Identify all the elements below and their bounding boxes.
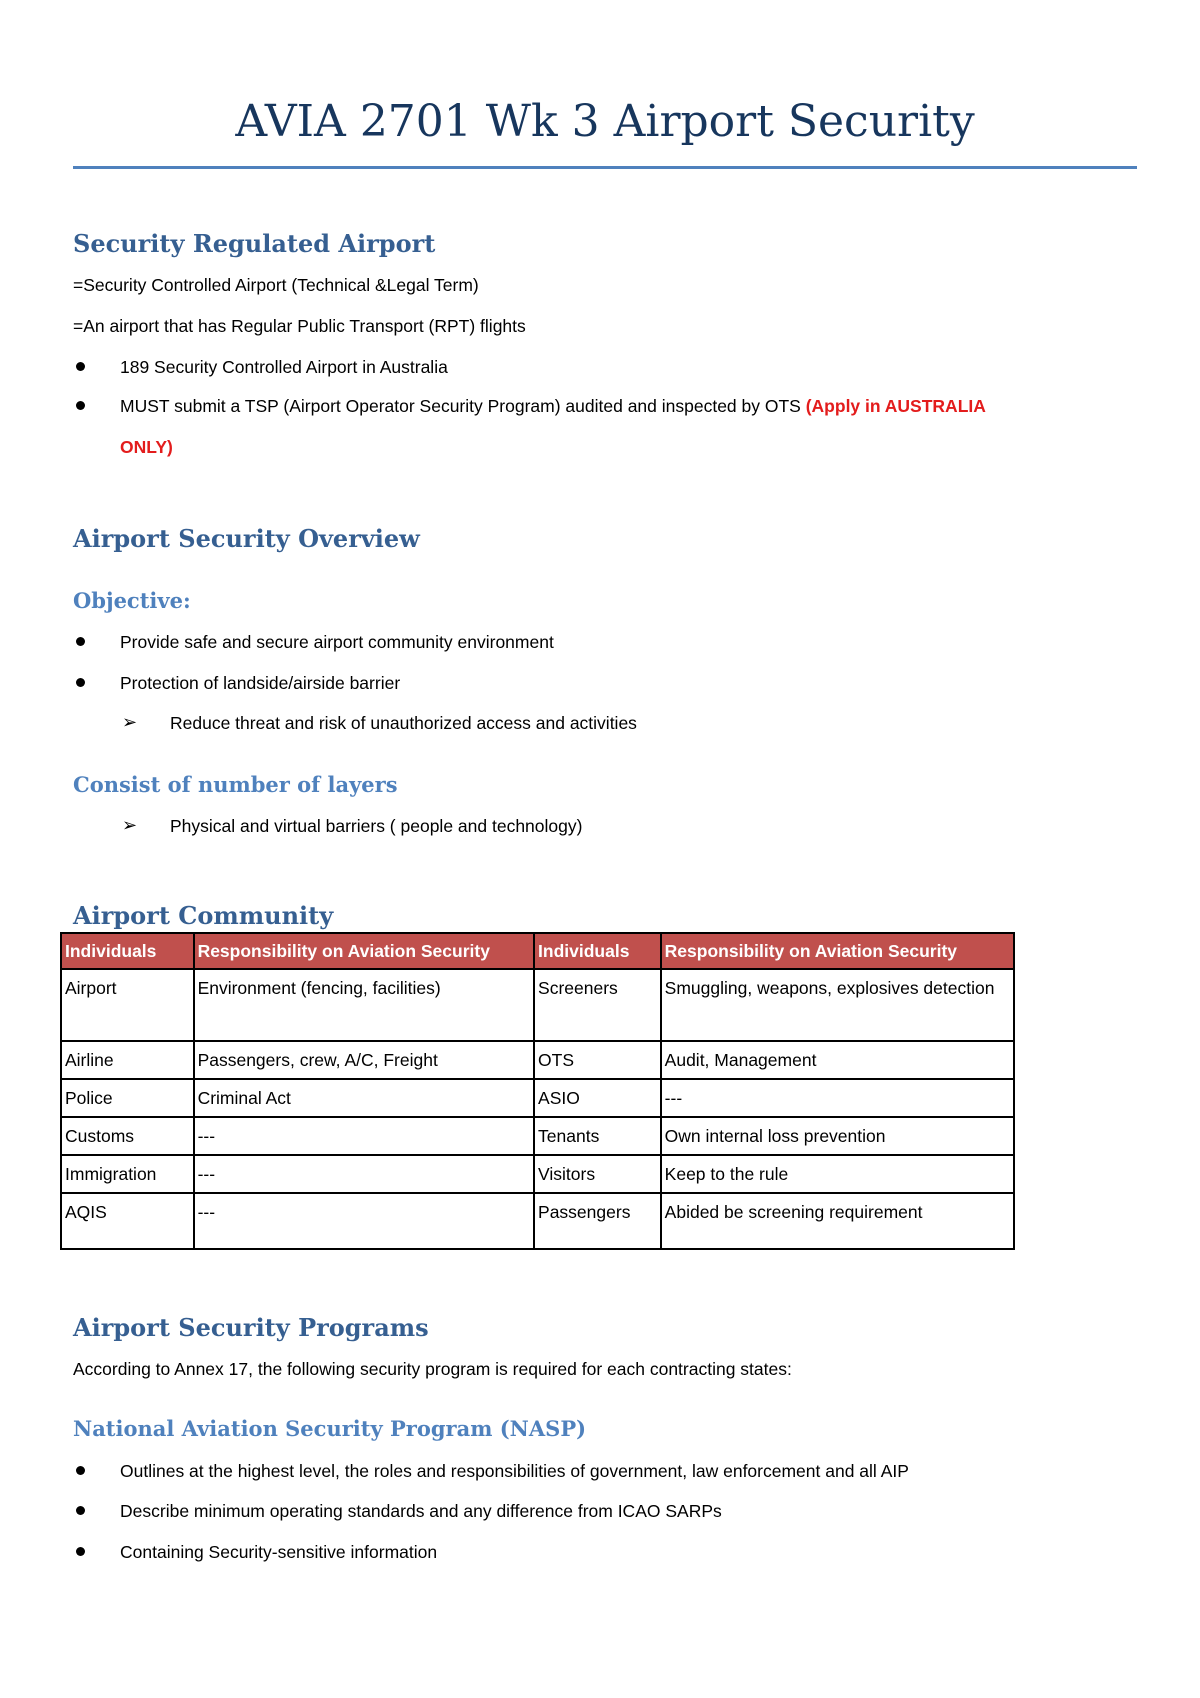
heading-security-regulated-airport: Security Regulated Airport — [73, 229, 436, 258]
sub-list-item-text: Reduce threat and risk of unauthorized access and activities — [170, 713, 637, 733]
bullet-icon — [76, 1466, 85, 1475]
table-row — [61, 1193, 1014, 1249]
table-cell: Abided be screening requirement — [661, 1193, 1014, 1249]
bullet-icon — [76, 362, 85, 371]
column-header: Individuals — [61, 933, 194, 969]
table-cell: Screeners — [534, 969, 661, 1041]
table-cell: Immigration — [61, 1155, 194, 1193]
bullet-icon — [76, 1547, 85, 1556]
heading-airport-community: Airport Community — [73, 901, 334, 930]
bullet-icon — [76, 637, 85, 646]
arrow-bullet-icon: ➢ — [122, 815, 138, 835]
definition-line-1: =Security Controlled Airport (Technical &Legal Term) — [73, 275, 479, 295]
sub-list-item-text: Physical and virtual barriers ( people and technology) — [170, 816, 583, 836]
column-header: Individuals — [534, 933, 661, 969]
list-item-text: Protection of landside/airside barrier — [120, 673, 401, 693]
table-cell: AQIS — [61, 1193, 194, 1249]
red-note: (Apply in AUSTRALIA — [805, 396, 986, 416]
list-item-text: Containing Security-sensitive information — [120, 1542, 438, 1562]
heading-consist-of-layers: Consist of number of layers — [73, 772, 398, 797]
heading-airport-security-overview: Airport Security Overview — [73, 524, 420, 553]
programs-intro: According to Annex 17, the following security program is required for each contracting states: — [73, 1359, 792, 1379]
table-cell: --- — [194, 1155, 534, 1193]
table-cell: Own internal loss prevention — [661, 1117, 1014, 1155]
table-cell: Passengers, crew, A/C, Freight — [194, 1041, 534, 1079]
table-cell: Passengers — [534, 1193, 661, 1249]
table-cell: Airline — [61, 1041, 194, 1079]
table-row — [61, 1079, 1014, 1117]
table-row — [61, 1041, 1014, 1079]
table-row — [61, 1155, 1014, 1193]
table-cell: Visitors — [534, 1155, 661, 1193]
column-header: Responsibility on Aviation Security — [194, 933, 534, 969]
heading-nasp: National Aviation Security Program (NASP) — [73, 1416, 587, 1441]
heading-objective: Objective: — [73, 588, 191, 613]
arrow-bullet-icon: ➢ — [122, 712, 138, 732]
list-item-text: 189 Security Controlled Airport in Australia — [120, 357, 448, 377]
table-cell: OTS — [534, 1041, 661, 1079]
list-item-text: Describe minimum operating standards and any difference from ICAO SARPs — [120, 1501, 722, 1521]
table-cell: ASIO — [534, 1079, 661, 1117]
table-header-row — [61, 933, 1014, 969]
table-cell: Criminal Act — [194, 1079, 534, 1117]
red-note-continuation: ONLY) — [120, 437, 173, 457]
bullet-icon — [76, 401, 85, 410]
table-cell: Keep to the rule — [661, 1155, 1014, 1193]
definition-line-2: =An airport that has Regular Public Transport (RPT) flights — [73, 316, 526, 336]
bullet-icon — [76, 1506, 85, 1515]
document-title: AVIA 2701 Wk 3 Airport Security — [235, 96, 975, 147]
table-cell: Tenants — [534, 1117, 661, 1155]
list-item-text: Provide safe and secure airport community environment — [120, 632, 554, 652]
table-cell: Police — [61, 1079, 194, 1117]
bullet-icon — [76, 678, 85, 687]
table-cell: Customs — [61, 1117, 194, 1155]
title-underline — [73, 166, 1137, 169]
table-cell: Smuggling, weapons, explosives detection — [661, 969, 1014, 1041]
list-item-text: Outlines at the highest level, the roles and responsibilities of government, law enforcement and all AIP — [120, 1461, 909, 1481]
list-item-text: MUST submit a TSP (Airport Operator Security Program) audited and inspected by OTS (Apply in AUSTRALIA — [120, 396, 986, 416]
airport-community-table — [60, 932, 1015, 1250]
heading-airport-security-programs: Airport Security Programs — [73, 1313, 429, 1342]
table-cell: Environment (fencing, facilities) — [194, 969, 534, 1041]
table-cell: Airport — [61, 969, 194, 1041]
table-cell: --- — [661, 1079, 1014, 1117]
table-cell: --- — [194, 1117, 534, 1155]
table-cell: Audit, Management — [661, 1041, 1014, 1079]
table-cell: --- — [194, 1193, 534, 1249]
column-header: Responsibility on Aviation Security — [661, 933, 1014, 969]
table-row — [61, 969, 1014, 1041]
table-row — [61, 1117, 1014, 1155]
